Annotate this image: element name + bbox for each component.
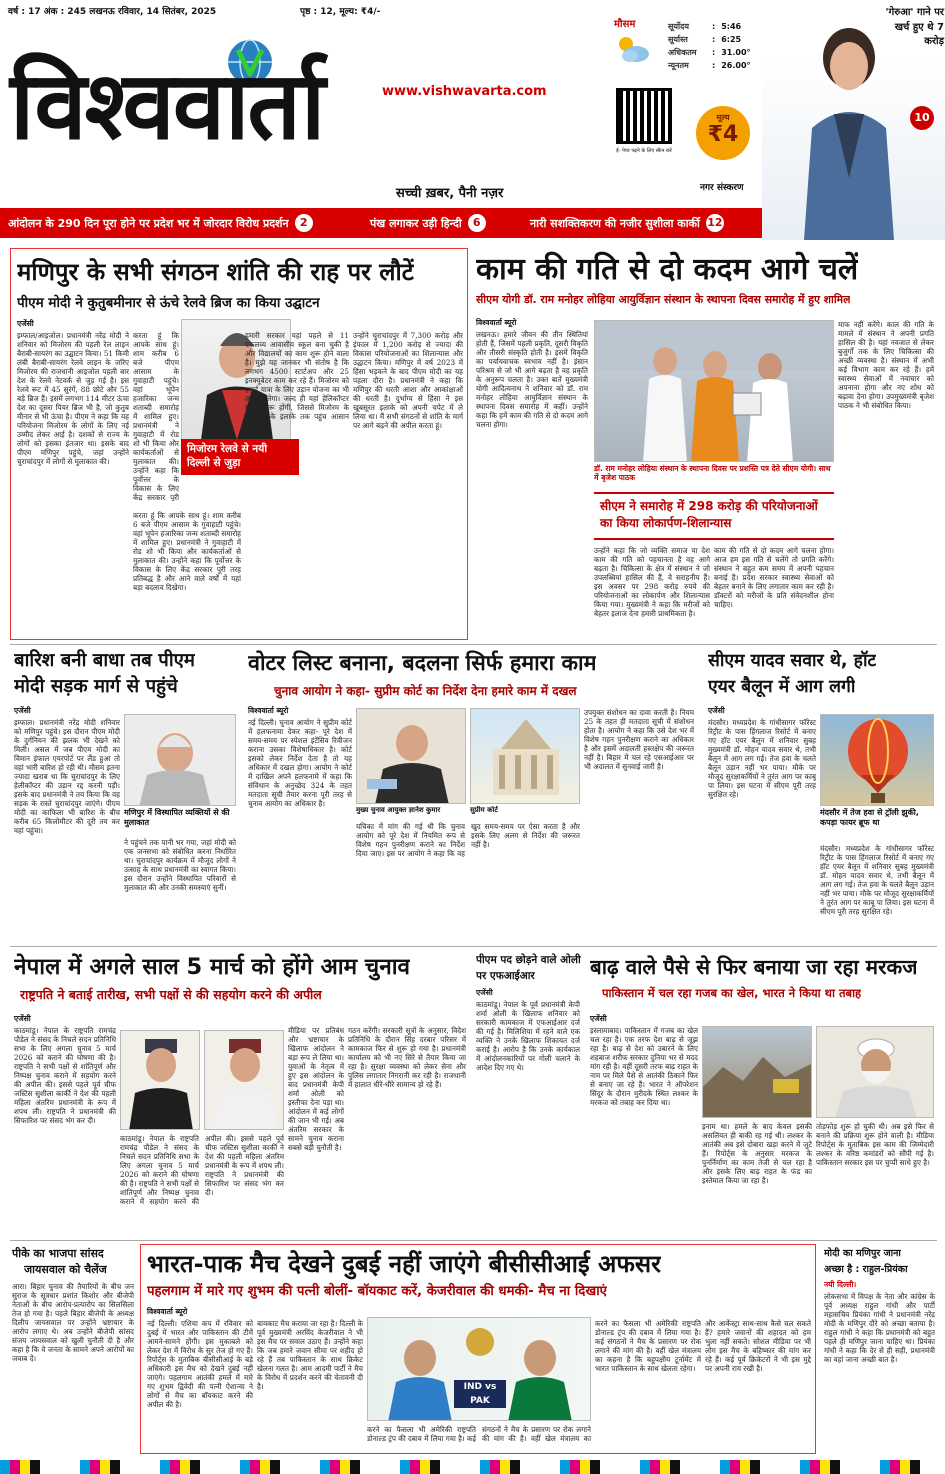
kaam-story: [474, 248, 937, 640]
headline[interactable]: मणिपुर के सभी संगठन शांति की राह पर लौटें: [17, 258, 414, 286]
color-registration-strip: [0, 1460, 945, 1474]
rubble-photo: [702, 1026, 812, 1118]
woman-figure-icon: [794, 18, 904, 240]
headline[interactable]: काम की गति से दो कदम आगे चलें: [476, 252, 859, 287]
article-column: लोकसभा में विपक्ष के नेता और कांग्रेस के पूर्व अध्यक्ष राहुल गांधी और पार्टी महासचिव प्रियंका गांधी ने प्रधानमंत्री नरेंद्र मोदी के मणिपुर दौरे को अच्छा बताया है। राहुल गांधी ने कहा कि प्रधानमंत्री को बहुत पहले ही मणिपुर जाना चाहिए था। प्रियंका गांधी ने कहा कि देर से ही सही, प्रधानमंत्री का वहां जाना अच्छी बात है।: [824, 1292, 935, 1364]
headline[interactable]: मोदी सड़क मार्ग से पहुंचे: [14, 676, 178, 697]
photo-caption: सुप्रीम कोर्ट: [470, 806, 498, 814]
yogi-event-photo: [594, 320, 834, 462]
weather-box: [610, 8, 760, 78]
newspaper-name: विश्ववार्ता: [10, 52, 324, 161]
article-column: उपयुक्त संशोधन का दावा करती है। नियम 25 के तहत ही मतदाता सूची में संशोधन होता है। आयोग ने कहा कि उसे देश भर में विशेष गहन पुनरीक्षण कराने का अधिकार है और इसमें अदालती हस्तक्षेप की जरूरत नहीं है। बिहार में चल रहे एसआईआर पर भी अदालत में सुनवाई जारी है।: [584, 708, 694, 771]
article-column: तोड़फोड़ शुरू हो चुकी थी। अब इसे फिर से बनाने की प्रक्रिया शुरू होने वाली है। मीडिया रिपोर्ट्स के मुताबिक इस काम की जिम्मेदारी लश्कर के वरिष्ठ कमांडरों को सौंपी गई है। पाकिस्तान सरकार इस पर चुप्पी साधे हुए है।: [816, 1122, 934, 1167]
article-column: मीडिया पर प्रतिबंध और भ्रष्टाचार के खिलाफ आंदोलन ने बड़ा रूप ले लिया था। युवाओं के नेतृत्व में हुए इस आंदोलन के बाद प्रधानमंत्री केपी शर्मा ओली को इस्तीफा देना पड़ा था। आंदोलन में कई लोगों की जान भी गई। अब अंतरिम सरकार के सामने चुनाव कराना सबसे बड़ी चुनौती है।: [288, 1026, 344, 1152]
article-column: बायकाट मैच कराया जा रहा है। दिल्ली के पूर्व मुख्यमंत्री अरविंद केजरीवाल ने भी इस मैच पर सवाल उठाए हैं। उन्होंने कहा कि जब हमारे जवान सीमा पर शहीद हो रहे हैं तब पाकिस्तान के साथ क्रिकेट खेलना गलत है। आम आदमी पार्टी ने मैच के विरोध में प्रदर्शन करने की चेतावनी दी है।: [257, 1319, 363, 1391]
masthead: [0, 0, 945, 240]
weather-row: सूर्योदय : 5:46: [668, 22, 742, 31]
article-column: काठमांडू। नेपाल के राष्ट्रपति रामचंद्र पौडेल ने संसद के निचले सदन प्रतिनिधि सभा के लिए अगला चुनाव 5 मार्च 2026 को कराने की घोषणा की है। राष्ट्रपति ने सभी पक्षों से शांतिपूर्ण और निष्पक्ष चुनाव कराने में सहयोग करने की अपील की। इससे पहले पूर्व चीफ जस्टिस सुशीला कार्की ने देश की पहली महिला अंतरिम प्रधानमंत्री के रूप में शपथ ली। राष्ट्रपति ने प्रधानमंत्री की सिफारिश पर संसद भंग कर दी।: [14, 1026, 116, 1125]
photo-caption: मिजोरम रेलवे से नयी दिल्ली से जुड़ा: [181, 439, 299, 475]
article-column: काठमांडू। नेपाल के राष्ट्रपति रामचंद्र पौडेल ने संसद के निचले सदन प्रतिनिधि सभा के लिए अगला चुनाव 5 मार्च 2026 को कराने की घोषणा की है। राष्ट्रपति ने सभी पक्षों से शांतिपूर्ण और निष्पक्ष चुनाव कराने में सहयोग करने की अपील की। इससे पहले पूर्व चीफ जस्टिस सुशीला कार्की ने देश की पहली महिला अंतरिम प्रधानमंत्री के रूप में शपथ ली। राष्ट्रपति ने प्रधानमंत्री की सिफारिश पर संसद भंग कर दी।: [120, 1134, 284, 1206]
subhead: राष्ट्रपति ने बताई तारीख, सभी पक्षों से की सहयोग करने की अपील: [20, 987, 322, 1002]
website: www.vishwavarta.com: [382, 84, 547, 99]
byline: एजेंसी: [476, 988, 493, 997]
divider: [10, 644, 937, 645]
article-column: उन्होंने कहा कि जो व्यक्ति समाज या देश काम की गति को पहचानता है वह आगे बढ़ता है। चिकित्सा के क्षेत्र में संस्थान ने जो उपलब्धियां हासिल की हैं, वे सराहनीय हैं। इस अवसर पर 298 करोड़ रुपये की परियोजनाओं का लोकार्पण और शिलान्यास किया गया। मुख्यमंत्री ने कहा कि मरीजों को बेहतर इलाज देना हमारी प्राथमिकता है।: [594, 546, 710, 618]
article-column: इम्फाल। प्रधानमंत्री नरेंद्र मोदी शनिवार को मणिपुर पहुंचे। इस दौरान पीएम मोदी के दुर्गनियन की झलक भी देखने को मिली। असल में जब पीएम मोदी का विमान इंफाल एयरपोर्ट पर लैंड हुआ तो वहां भारी बारिश हो रही थी। मौसम इतना ज्यादा खराब था कि चुराचांदपुर के लिए हेलीकॉप्टर की उड़ान रद्द करनी पड़ी। इसके बाद प्रधानमंत्री ने तय किया कि वह सड़क के रास्ते चुराचांदपुर जाएंगे। पीएम मोदी का काफिला भी बारिश के बीच करीब 65 किलोमीटर की दूरी तय कर वहां पहुंचा।: [14, 718, 120, 835]
byline: एजेंसी: [708, 706, 725, 715]
byline: विश्ववार्ता ब्यूरो: [147, 1307, 188, 1316]
photo-caption: डॉ. राम मनोहर लोहिया संस्थान के स्थापना दिवस पर प्रशस्ति पत्र देते सीएम योगी। साथ में बृजेश पाठक: [594, 464, 831, 483]
headline[interactable]: सीएम यादव सवार थे, हॉट: [708, 651, 877, 671]
byline: एजेंसी: [14, 1014, 31, 1023]
pk-story: [10, 1244, 136, 1454]
markaz-story: [588, 950, 937, 1236]
headline[interactable]: पीके का भाजपा सांसद: [12, 1247, 104, 1260]
article-column: करने का फैसला भी अमेरिकी राष्ट्रपति डोनाल्ड ट्रंप की दबाव में लिया गया है। कई संगठनों ने मैच के प्रसारण पर रोक लगाने की मांग की है। वहीं खेल मंत्रालय का: [367, 1425, 591, 1443]
byline: एजेंसी: [14, 706, 31, 715]
weather-row: अधिकतम : 31.00°: [668, 48, 751, 57]
article-column: नई दिल्ली। चुनाव आयोग ने सुप्रीम कोर्ट में हलफनामा देकर कहा- पूरे देश में समय-समय पर स्पेशल इंटेंसिव रिवीजन कराना उसका विशेषाधिकार है। कोर्ट इसको लेकर निर्देश देता है तो यह अधिकार में दखल होगा। आयोग ने कोर्ट में दाखिल अपने हलफनामे में कहा कि संविधान के अनुच्छेद 324 के तहत मतदाता सूची तैयार करना पूरी तरह से चुनाव आयोग का अधिकार है।: [248, 718, 352, 808]
balloon-photo: [820, 714, 934, 806]
supreme-court-photo: [470, 708, 580, 804]
article-column: लखनऊ। हमारे जीवन की तीन स्थितियां होती हैं, जिसमें पहली प्रकृति, दूसरी विकृति और तीसरी संस्कृति होती है। इसमें विकृति का पर्यायवाचक स्वभाव नहीं है। इंसान परिश्रम से जो भी आगे बढ़ता है वह प्रकृति के अनुरूप चलता है। उक्त बातें मुख्यमंत्री योगी आदित्यनाथ ने शनिवार को डॉ. राम मनोहर लोहिया आयुर्विज्ञान संस्थान के स्थापना दिवस समारोह में कहीं। उन्होंने कहा कि हमें काम की गति से दो कदम आगे चलना होगा।: [476, 330, 588, 429]
article-column: करता हूं कि आपके साथ हूं। शाम करीब 6 बजे पीएम आसाम के गुवाहाटी पहुंचे। वहां भूपेन हजारिका जन्म शताब्दी समारोह में शामिल हुए। प्रधानमंत्री ने गुवाहाटी में रोड शो भी किया और कार्यकर्ताओं से मुलाकात की। उन्होंने कहा कि पूर्वोत्तर के विकास के लिए केंद्र सरकार पूरी तरह प्रतिबद्ध है और आने वाले वर्षों में यहां बड़ा बदलाव दिखेगा।: [133, 511, 241, 592]
byline: एजेंसी: [17, 319, 34, 328]
balloon-story: [704, 648, 937, 942]
subhead: पीएम मोदी ने कुतुबमीनार से ऊंचे रेलवे ब्रिज का किया उद्घाटन: [17, 295, 320, 311]
article-column: करता हूं कि आपके साथ हूं। शाम करीब 6 बजे पीएम आसाम के गुवाहाटी पहुंचे। वहां भूपेन हजारिका जन्म शताब्दी समारोह में शामिल हुए। प्रधानमंत्री ने गुवाहाटी में रोड शो भी किया और कार्यकर्ताओं से मुलाकात की। उन्होंने कहा कि पूर्वोत्तर के विकास के लिए केंद्र सरकार पूरी: [133, 331, 179, 501]
ind-pak-photo: [367, 1317, 591, 1421]
byline: विश्ववार्ता ब्यूरो: [248, 706, 289, 715]
byline: विश्ववार्ता ब्यूरो: [476, 318, 517, 327]
teaser-photo: [762, 0, 945, 240]
article-column: इस्लामाबाद। पाकिस्तान में गजब का खेल चल रहा है। एक तरफ देश बाढ़ से जूझ रहा है। बाढ़ से देश को उबारने के लिए शहबाज शरीफ सरकार दुनिया भर से मदद मांग रही है। वहीं दूसरी तरफ बाढ़ राहत के नाम पर मिले पैसे से आतंकी ठिकाने फिर से बनाए जा रहे हैं। भारत ने ऑपरेशन सिंदूर के दौरान मुरीदके स्थित लश्कर के मरकज को तबाह कर दिया था।: [590, 1026, 698, 1107]
bcci-story: [140, 1244, 816, 1454]
subhead: पहलगाम में मारे गए शुभम की पत्नी बोलीं- बॉयकाट करें, केजरीवाल की धमकी- मैच ना दिखाएं: [147, 1284, 608, 1299]
article-column: गठन करेंगी। सरकारी सूत्रों के अनुसार, विदेश प्रतिनिधि के दौरान सिंह दरबार परिसर में कामकाज फिर से शुरू हो गया है। प्रधानमंत्री कार्यालय को भी नए सिरे से तैयार किया जा रहा है। सुरक्षा व्यवस्था को लेकर सेना और पुलिस लगातार निगरानी कर रही है। राजधानी में हालात धीरे-धीरे सामान्य हो रहे हैं।: [348, 1026, 466, 1089]
tagline: सच्ची ख़बर, पैनी नज़र: [396, 186, 504, 201]
headline[interactable]: मोदी का मणिपुर जाना: [824, 1248, 901, 1259]
headline[interactable]: बाढ़ वाले पैसे से फिर बनाया जा रहा मरकज: [590, 955, 918, 979]
divider: [10, 946, 937, 947]
headline[interactable]: बारिश बनी बाधा तब पीएम: [14, 650, 195, 671]
strip-item[interactable]: पंख लगाकर उड़ी हिन्दी 6: [370, 213, 520, 233]
subhead: चुनाव आयोग ने कहा- सुप्रीम कोर्ट का निर्देश देना हमारे काम में दखल: [274, 684, 577, 698]
article-column: मंदसौर। मध्यप्रदेश के गांधीसागर फॉरेस्ट रिट्रीट के पास हिंगलाज रिसोर्ट में बनाए गए हॉट एयर बैलून में शनिवार सुबह मुख्यमंत्री डॉ. मोहन यादव सवार थे, तभी बैलून में आग लग गई। तेज हवा के चलते बैलून उड़ान नहीं भर पाया। मौके पर मौजूद सुरक्षाकर्मियों ने तुरंत आग पर काबू पा लिया। इस घटना में सीएम पूरी तरह सुरक्षित रहे।: [820, 844, 934, 916]
city-edition: नगर संस्करण: [700, 183, 744, 193]
headline[interactable]: भारत-पाक मैच देखने दुबई नहीं जाएंगे बीसीसीआई अफसर: [147, 1250, 661, 1278]
article-column: नई दिल्ली। एशिया कप में रविवार को दुबई में भारत और पाकिस्तान की टीमें आमने-सामने होंगी। इस मुकाबले को लेकर देश में विरोध के सुर तेज हो गए हैं। रिपोर्ट्स के मुताबिक बीसीसीआई के बड़े अधिकारी इस मैच को देखने दुबई नहीं जाएंगे। पहलगाम आतंकी हमले में मारे गए शुभम द्विवेदी की पत्नी ऐशान्या ने लोगों से मैच का बॉयकाट करने की अपील की है।: [147, 1319, 253, 1409]
headline[interactable]: अच्छा है : राहुल-प्रियंका: [824, 1264, 908, 1275]
barish-story: [10, 648, 238, 942]
photo-caption: मुख्य चुनाव आयुक्त ज्ञानेश कुमार: [356, 806, 441, 814]
voter-story: [244, 648, 698, 942]
headline[interactable]: नेपाल में अगले साल 5 मार्च को होंगे आम चुनाव: [14, 954, 411, 980]
rahul-priyanka-story: [822, 1244, 937, 1454]
subhead: सीएम योगी डॉ. राम मनोहर लोहिया आयुर्विज्ञान संस्थान के स्थापना दिवस समारोह में हुए शामिल: [476, 293, 851, 306]
divider: [10, 1240, 937, 1241]
qr-caption: ई- पेपर पढ़ने के लिए स्कैन करें: [616, 148, 672, 154]
weather-row: न्यूनतम : 26.00°: [668, 61, 751, 70]
photo-caption: मंदसौर में तेज हवा से ट्रॉली झुकी, कपड़ा फायर ब्रूफ था: [820, 808, 919, 827]
article-column: इम्फाल/आइजोल। प्रधानमंत्री नरेंद्र मोदी ने शनिवार को मिजोरम की पहली रेल लाइन बैराबी-सायरंग का उद्घाटन किया। 51 किमी लंबी बैराबी-सायरंग रेलवे लाइन के जरिए मिजोरम की राजधानी आइजोल पहली बार देश के रेलवे नेटवर्क से जुड़ गई है। इस रेलवे रूट में 45 सुरंगें, 88 छोटे और 55 बड़े ब्रिज हैं। इसमें लगभग 114 मीटर ऊंचा देश का दूसरा पियर ब्रिज भी है, जो कुतुब मीनार से भी ऊंचा है। पीएम ने कहा कि यह परियोजना मिजोरम के लोगों के लिए नई उम्मीद लेकर आई है। दशकों से राज्य के लोगों को इसका इंतजार था। इसके बाद पीएम मणिपुर पहुंचे, जहां उन्होंने चुराचांदपुर में लोगों से मुलाकात की।: [17, 331, 129, 466]
article-column: ने पहुंचने तक पानी भर गया, जहां मोदी को एक जनसभा को संबोधित करना निर्धारित था। चुराचांदपुर कार्यक्रम में मौजूद लोगों ने उत्साह के साथ प्रधानमंत्री का स्वागत किया। इस दौरान उन्होंने विस्थापित परिवारों से मुलाकात की और उनकी समस्याएं सुनीं।: [124, 838, 236, 892]
highlight-box: सीएम ने समारोह में 298 करोड़ की परियोजनाओं का किया लोकार्पण-शिलान्यास: [594, 492, 834, 540]
article-column: और आर्केस्ट्रा साथ-साथ कैसे चल सकते हैं? हमारे जवानों की शहादत को हम भुला नहीं सकते। सोशल मीडिया पर भी लोग इस मैच के बहिष्कार की मांग कर रहे हैं। कई पूर्व क्रिकेटरों ने भी इस मुद्दे पर अपनी राय रखी है।: [705, 1319, 811, 1373]
modi-photo: [124, 714, 236, 806]
cec-photo: [356, 708, 466, 804]
oli-story: [474, 950, 582, 1236]
headline[interactable]: पीएम पद छोड़ने वाले ओली: [476, 954, 581, 966]
article-column: करने का फैसला भी अमेरिकी राष्ट्रपति डोनाल्ड ट्रंप की दबाव में लिया गया है। कई संगठनों ने मैच के प्रसारण पर रोक लगाने की मांग की है। वहीं खेल मंत्रालय का कहना है कि बहुपक्षीय टूर्नामेंट में भारत पाकिस्तान के साथ खेलता रहेगा।: [595, 1319, 701, 1373]
headline[interactable]: वोटर लिस्ट बनाना, बदलना सिर्फ हमारा काम: [248, 651, 597, 676]
article-column: मंदसौर। मध्यप्रदेश के गांधीसागर फॉरेस्ट रिट्रीट के पास हिंगलाज रिसोर्ट में बनाए गए हॉट एयर बैलून में शनिवार सुबह मुख्यमंत्री डॉ. मोहन यादव सवार थे, तभी बैलून में आग लग गई। तेज हवा के चलते बैलून उड़ान नहीं भर पाया। मौके पर मौजूद सुरक्षाकर्मियों ने तुरंत आग पर काबू पा लिया। इस घटना में सीएम पूरी तरह सुरक्षित रहे।: [708, 718, 816, 799]
hafiz-saeed-photo: [816, 1026, 934, 1118]
nepal-story: [10, 950, 468, 1236]
ind-vs-pak-text: IND vs PAK: [454, 1380, 506, 1408]
edition-info: वर्ष : 17 अंक : 245 लखनऊ रविवार, 14 सितंबर, 2025: [8, 7, 217, 17]
price-badge: मूल्य ₹4: [696, 106, 750, 160]
article-column: हमारी सरकार यहां पहले से 11 एकलव्य आवासीय स्कूल बना चुकी है और विद्यालयों का काम शुरू होने वाला है। मुझे यह जानकर भी संतोष है कि लगभग 4500 स्टार्टअप और 25 इनक्यूबेटर काम कर रहे हैं। मिजोरम को हवाई यात्रा के लिए उड़ान योजना का भी लाभ मिलेगा। जल्द ही यहां हेलिकॉप्टर सेवाएं शुरू होंगी, जिससे मिजोरम के दूरदराज के इलाके तक पहुंच आसान होगी।: [245, 331, 349, 430]
article-column: माफ नहीं करेंगे। काल की गति के मामले में संस्थान ने अपनी प्रगति हासिल की है। यहां नवजात से लेकर बुजुर्गों तक के लिए चिकित्सा की अच्छी व्यवस्था है। संस्थान में अभी कई विभाग काम कर रहे हैं। हमें स्वास्थ्य सेवाओं में नवाचार को अपनाना होगा और नए शोध को बढ़ावा देना होगा। उपमुख्यमंत्री बृजेश पाठक ने भी संबोधित किया।: [838, 320, 934, 410]
weather-row: सूर्यास्त : 6:25: [668, 35, 742, 44]
manipur-story: [10, 248, 468, 640]
strip-item[interactable]: आंदोलन के 290 दिन पूरा होने पर प्रदेश भर में जोरदार विरोध प्रदर्शन 2: [8, 213, 362, 233]
headline[interactable]: एयर बैलून में आग लगी: [708, 677, 856, 697]
nepal-president-photo: [120, 1030, 200, 1130]
nepal-president-photo: [204, 1030, 284, 1130]
article-column: उन्होंने चुराचांदपुर में 7,300 करोड़ और इंफाल में 1,200 करोड़ से ज्यादा की विकास परियोजनाओं का शिलान्यास और उद्घाटन किया। मणिपुर में वर्ष 2023 में हिंसा भड़कने के बाद पीएम मोदी का यह पहला दौरा है। प्रधानमंत्री ने कहा कि मणिपुर की धरती आशा और आकांक्षाओं की धरती है। दुर्भाग्य से हिंसा ने इस खूबसूरत इलाके को अपनी चपेट में ले लिया था। मैं सभी संगठनों से शांति के मार्ग पर आगे बढ़ने की अपील करता हूं।: [353, 331, 463, 430]
page-price: पृष्ठ : 12, मूल्य: ₹4/-: [300, 7, 381, 17]
photo-caption: मणिपुर में विस्थापित व्यक्तियों से की मुलाकात: [124, 808, 230, 827]
article-column: इनाम था। हमले के बाद केवल इसकी असलियत ही बाकी रह गई थी। लश्कर के आतंकी अब इसे दोबारा खड़ा करने में जुटे हैं। रिपोर्ट्स के अनुसार मरकज के पुनर्निर्माण का काम तेजी से चल रहा है और इसके लिए बाढ़ राहत के फंड का इस्तेमाल किया जा रहा है।: [702, 1122, 812, 1185]
cloud-sun-icon: [614, 34, 652, 64]
strip-item[interactable]: नारी सशक्तिकरण की नजीर सुशीला कार्की 12: [530, 213, 760, 233]
article-column: काठमांडू। नेपाल के पूर्व प्रधानमंत्री केपी शर्मा ओली के खिलाफ शनिवार को सरकारी कामकाज में एफआईआर दर्ज की गई है। मिलिशिया में रहने वाले एक व्यक्ति ने उनके खिलाफ शिकायत दर्ज कराई है। आरोप है कि उनके कार्यकाल में आंदोलनकारियों पर गोली चलाने के आदेश दिए गए थे।: [476, 1000, 580, 1072]
teaser-text: 'गेरुआ' गाने पर खर्च हुए थे 7 करोड़: [885, 7, 944, 47]
headline[interactable]: जायसवाल को चैलेंज: [24, 1263, 107, 1276]
article-column: आरा। बिहार चुनाव की तैयारियों के बीच जन सुराज के सूत्रधार प्रशांत किशोर और बीजेपी नेताओं के बीच आरोप-प्रत्यारोप का सिलसिला तेज हो गया है। पहले बिहार बीजेपी के अध्यक्ष दिलीप जायसवाल पर उन्होंने भ्रष्टाचार के आरोप लगाए थे। अब उन्होंने बीजेपी सांसद संजय जायसवाल को खुली चुनौती दी है और कहा है कि वे जनता के सामने अपने आरोपों का जवाब दें।: [12, 1282, 134, 1363]
subhead: पाकिस्तान में चल रहा गजब का खेल, भारत ने किया था तबाह: [602, 986, 862, 1000]
headline[interactable]: पर एफआईआर: [476, 970, 535, 982]
byline: एजेंसी: [590, 1014, 607, 1023]
article-column: यचिका में मांग की गई थी कि चुनाव आयोग को पूरे देश में नियमित रूप से विशेष गहन पुनरीक्षण कराने का निर्देश दिया जाए। इस पर आयोग ने कहा कि वह खुद समय-समय पर ऐसा करता है और इसके लिए अलग से निर्देश की जरूरत नहीं है।: [356, 822, 580, 858]
weather-title: मौसम: [614, 19, 636, 30]
byline: नयी दिल्ली।: [824, 1280, 857, 1289]
teaser-page-number: 10: [910, 106, 934, 130]
qr-code[interactable]: [616, 88, 672, 144]
article-column: काम की गति से दो कदम आगे चलना होगा। आज हम इस गति से चलेंगे तो प्रगति करेंगे। संस्थान ने बहुत कम समय में अपनी पहचान बनाई है। प्रदेश सरकार स्वास्थ्य सेवाओं को बेहतर बनाने के लिए लगातार काम कर रही है। डॉक्टरों को मरीजों के प्रति संवेदनशील होना चाहिए।: [714, 546, 834, 609]
